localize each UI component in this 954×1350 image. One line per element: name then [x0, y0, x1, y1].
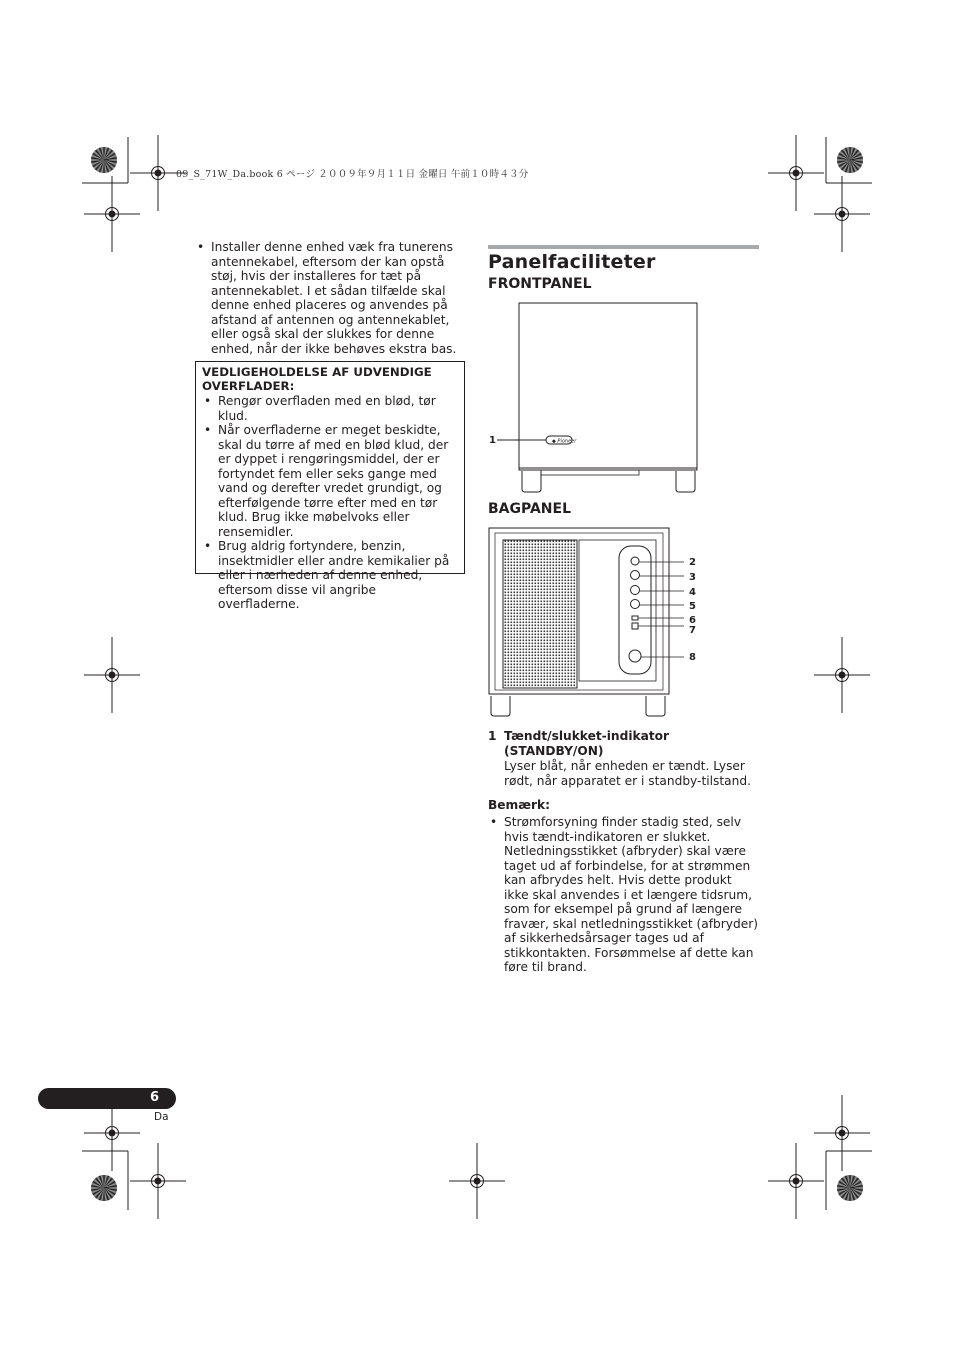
callout-8: 8 [689, 652, 696, 663]
item-1-heading [488, 729, 759, 758]
callout-7: 7 [689, 625, 696, 636]
front-foot-right [676, 471, 695, 492]
back-foot-left [491, 696, 510, 716]
registration-mark-icon [814, 176, 870, 252]
subwoofer-front-body [519, 303, 697, 470]
item-1-title: Tændt/slukket-indikator (STANDBY/ON) [504, 729, 670, 758]
callout-6: 6 [689, 615, 696, 626]
intro-section [195, 240, 467, 356]
registration-mark-icon [449, 1143, 505, 1219]
registration-mark-icon [814, 1095, 870, 1171]
care-item: • Brug aldrig fortyndere, benzin, insektmidler eller andre kemikalier på eller i nærheden af denne enhed, eftersom disse vil angribe overfladerne. [202, 539, 459, 612]
callout-3: 3 [689, 572, 696, 583]
control-3 [631, 571, 640, 580]
registration-mark-icon [814, 637, 870, 713]
control-7 [632, 623, 638, 629]
item-1-description: Lyser blåt, når enheden er tændt. Lyser rødt, når apparatet er i standby-tilstand. [504, 759, 751, 788]
control-4 [631, 586, 640, 595]
control-5 [631, 600, 640, 609]
front-panel-heading: FRONTPANEL [488, 276, 592, 292]
starburst-mark-icon [837, 147, 863, 173]
note-label: Bemærk: [488, 798, 551, 812]
item-1-number: 1 [488, 729, 497, 743]
note-section [488, 815, 760, 975]
care-item: • Rengør overfladen med en blød, tør klud. [202, 394, 459, 423]
starburst-mark-icon [837, 1175, 863, 1201]
front-foot-left [522, 471, 541, 492]
care-box-title: VEDLIGEHOLDELSE AF UDVENDIGE OVERFLADER: [202, 365, 432, 393]
section-rule [488, 245, 759, 249]
back-panel-heading: BAGPANEL [488, 501, 572, 517]
control-2 [631, 557, 639, 565]
page-number: 6 [150, 1090, 160, 1105]
registration-mark-icon [84, 176, 140, 252]
back-panel-illustration [486, 525, 686, 721]
control-6 [632, 616, 638, 620]
front-panel-illustration [486, 300, 706, 496]
book-header-line: 09_S_71W_Da.book 6 ページ ２００９年９月１１日 金曜日 午前１０時４３分 [176, 169, 529, 180]
language-code: Da [154, 1111, 169, 1123]
care-box [195, 361, 465, 611]
registration-mark-icon [130, 1143, 186, 1219]
pioneer-logo-icon: ◆ Pioneer [552, 438, 577, 445]
intro-bullet: • Installer denne enhed væk fra tunerens antennekabel, eftersom der kan opstå støj, hvis der installeres for tæt på antennekablet. I et sådan tilfælde skal denne enhed placeres og anvendes på afstand af antennen og antennekablet, eller også skal der slukkes for denne enhed, når der ikke behøves ekstra bas. [195, 240, 467, 356]
care-item: • Når overfladerne er meget beskidte, skal du tørre af med en blød klud, der er dyppet i rengøringsmiddel, der er fortyndet fem eller seks gange med vand og derefter vredet grundigt, og efterfølgende tørre efter med en tør klud. Brug ikke møbelvoks eller rensemidler. [202, 423, 459, 539]
speaker-grill [503, 540, 577, 688]
callout-4: 4 [689, 587, 696, 598]
registration-mark-icon [84, 637, 140, 713]
section-title: Panelfaciliteter [488, 251, 656, 273]
starburst-mark-icon [91, 147, 117, 173]
note-item: • Strømforsyning finder stadig sted, selv hvis tændt-indikatoren er slukket. Netledningsstikket (afbryder) skal være taget ud af forbindelse, for at strømmen kan afbrydes helt. Hvis dette produkt ikke skal anvendes i et længere tidsrum, som for eksempel på grund af længere fravær, skal netledningsstikket (afbryder) af sikkerhedsårsager tages ud af stikkontakten. Forsømmelse af dette kan føre til brand. [488, 815, 760, 975]
amplifier-plate [579, 540, 656, 681]
starburst-mark-icon [91, 1175, 117, 1201]
callout-1: 1 [489, 435, 496, 446]
back-foot-right [646, 696, 665, 716]
registration-mark-icon [768, 1143, 824, 1219]
callout-2: 2 [689, 557, 696, 568]
registration-mark-icon [768, 135, 824, 211]
control-8-power-inlet [629, 650, 641, 662]
callout-5: 5 [689, 601, 696, 612]
